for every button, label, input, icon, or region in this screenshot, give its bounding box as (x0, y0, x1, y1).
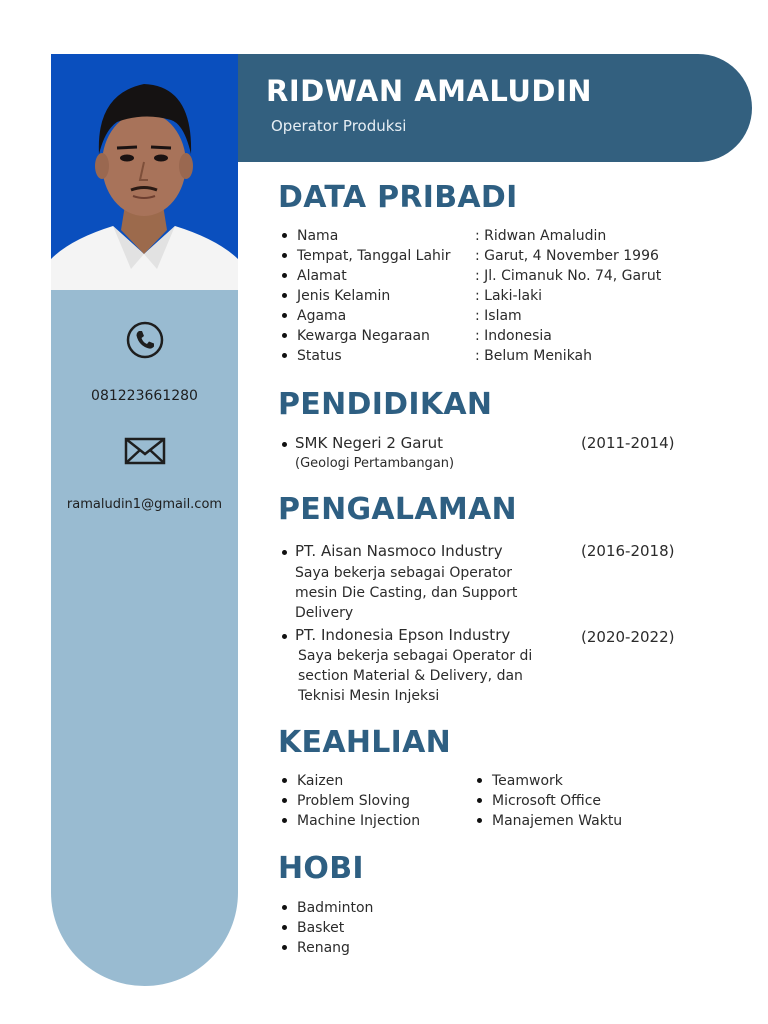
bullet (282, 293, 287, 298)
experience-company: PT. Indonesia Epson Industry (295, 626, 511, 644)
bullet (282, 945, 287, 950)
row-value: : Belum Menikah (475, 348, 593, 364)
bullet (282, 442, 287, 447)
experience-desc-line: Teknisi Mesin Injeksi (298, 688, 440, 704)
bullet (282, 778, 287, 783)
row-value: : Ridwan Amaludin (475, 228, 607, 244)
personal-row-jenis-kelamin (282, 288, 542, 304)
candidate-role: Operator Produksi (271, 117, 407, 135)
skill-item (477, 813, 622, 829)
bullet (282, 273, 287, 278)
bullet (282, 333, 287, 338)
personal-row-nama (282, 228, 606, 244)
phone-number[interactable]: 081223661280 (91, 388, 198, 404)
row-value: : Jl. Cimanuk No. 74, Garut (475, 268, 662, 284)
bullet (477, 798, 482, 803)
personal-row-kewarganegaraan (282, 328, 552, 344)
experience-desc-line: Delivery (295, 605, 354, 621)
bullet (282, 905, 287, 910)
skill-item (282, 813, 420, 829)
experience-desc-line: mesin Die Casting, dan Support (295, 585, 518, 601)
row-value: : Islam (475, 308, 522, 324)
skill-label: Problem Sloving (297, 793, 410, 809)
skill-item (282, 793, 410, 809)
experience-company: PT. Aisan Nasmoco Industry (295, 542, 503, 560)
bullet (282, 233, 287, 238)
education-major: (Geologi Pertambangan) (295, 456, 455, 471)
sidebar (51, 54, 238, 986)
email-address[interactable]: ramaludin1@gmail.com (66, 497, 223, 512)
bullet (282, 634, 287, 639)
hobby-label: Basket (297, 920, 345, 936)
education-years: (2011-2014) (581, 434, 675, 452)
row-value: : Indonesia (475, 328, 552, 344)
skill-item (282, 773, 343, 789)
experience-desc-line: Saya bekerja sebagai Operator di (298, 648, 533, 664)
row-value: : Laki-laki (475, 288, 543, 304)
row-label: Tempat, Tanggal Lahir (297, 248, 451, 264)
skill-label: Machine Injection (297, 813, 421, 829)
envelope-icon (51, 436, 238, 470)
section-title-data-pribadi: DATA PRIBADI (278, 180, 518, 215)
row-label: Alamat (297, 268, 347, 284)
candidate-name: RIDWAN AMALUDIN (266, 74, 593, 108)
row-label: Status (297, 348, 342, 364)
section-title-keahlian: KEAHLIAN (278, 725, 452, 760)
section-title-pendidikan: PENDIDIKAN (278, 387, 493, 422)
bullet (282, 925, 287, 930)
row-label: Agama (297, 308, 347, 324)
experience-years: (2016-2018) (581, 542, 675, 560)
skill-label: Teamwork (492, 773, 563, 789)
personal-row-status (282, 348, 592, 364)
skill-item (477, 773, 563, 789)
row-label: Kewarga Negaraan (297, 328, 430, 344)
personal-row-ttl (282, 248, 659, 264)
hobby-item (282, 900, 373, 916)
bullet (282, 313, 287, 318)
skill-label: Microsoft Office (492, 793, 602, 809)
bullet (282, 818, 287, 823)
bullet (282, 550, 287, 555)
profile-photo (51, 54, 238, 290)
bullet (477, 818, 482, 823)
skill-label: Manajemen Waktu (492, 813, 623, 829)
skill-item (477, 793, 601, 809)
row-label: Jenis Kelamin (297, 288, 391, 304)
row-value: : Garut, 4 November 1996 (475, 248, 659, 264)
header-banner (238, 54, 752, 162)
hobby-label: Badminton (297, 900, 374, 916)
personal-row-agama (282, 308, 522, 324)
hobby-item (282, 920, 344, 936)
phone-icon (51, 320, 238, 364)
section-title-pengalaman: PENGALAMAN (278, 492, 517, 527)
bullet (282, 253, 287, 258)
experience-years: (2020-2022) (581, 628, 675, 646)
bullet (282, 353, 287, 358)
personal-row-alamat (282, 268, 661, 284)
experience-desc-line: Saya bekerja sebagai Operator (295, 565, 513, 581)
education-school: SMK Negeri 2 Garut (295, 434, 444, 452)
bullet (477, 778, 482, 783)
section-title-hobi: HOBI (278, 851, 364, 886)
experience-desc-line: section Material & Delivery, dan (298, 668, 523, 684)
row-label: Nama (297, 228, 339, 244)
hobby-label: Renang (297, 940, 350, 956)
hobby-item (282, 940, 350, 956)
skill-label: Kaizen (297, 773, 344, 789)
bullet (282, 798, 287, 803)
